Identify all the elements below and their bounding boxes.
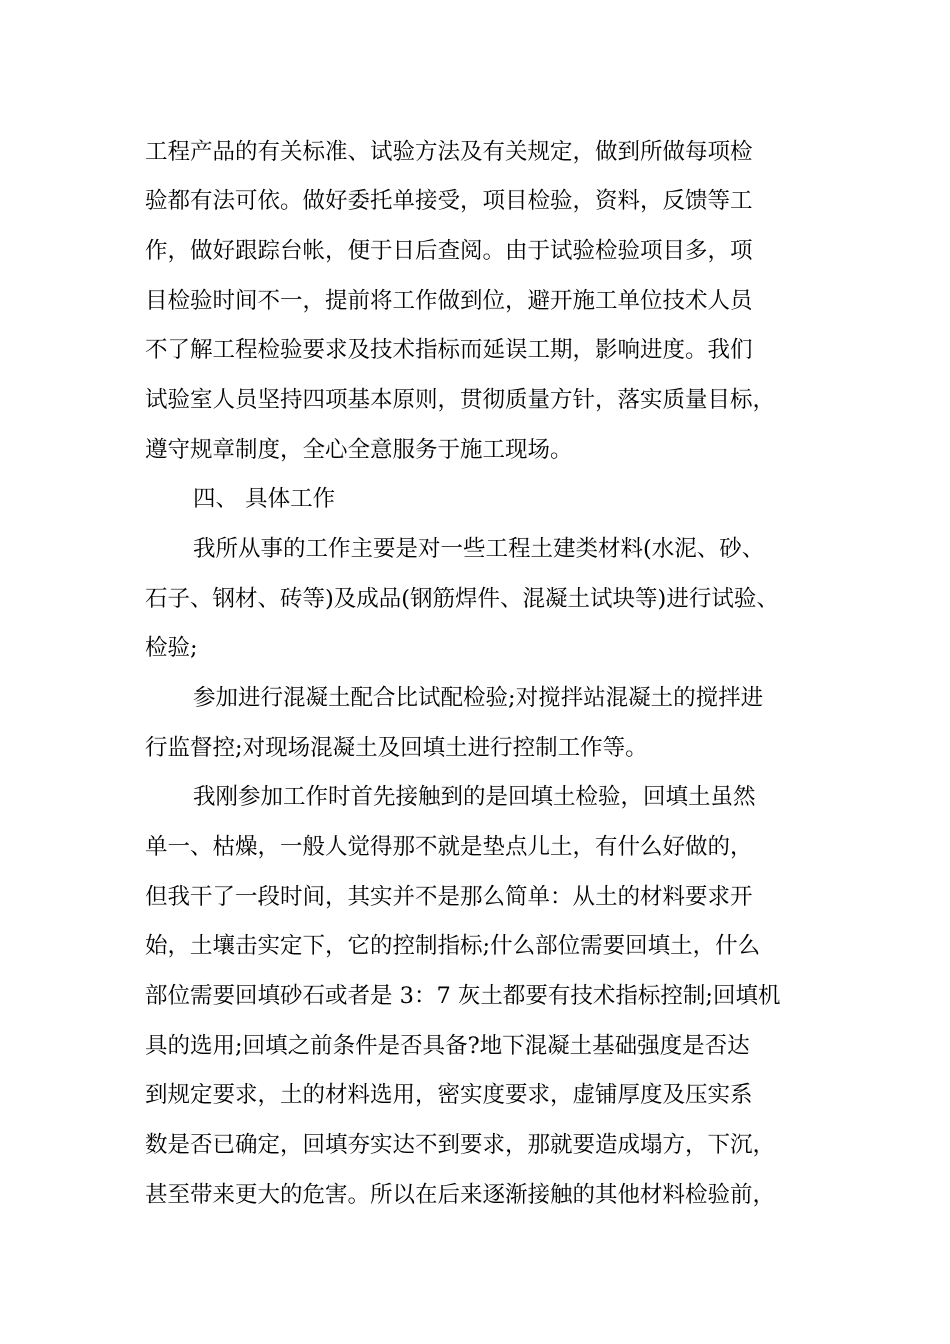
text-line: 工程产品的有关标准、试验方法及有关规定，做到所做每项检 — [145, 139, 753, 165]
section-heading: 四、 具体工作 — [193, 486, 336, 512]
text-line: 遵守规章制度，全心全意服务于施工现场。 — [145, 437, 573, 463]
text-line: 部位需要回填砂石或者是 3：7 灰土都要有技术指标控制;回填机 — [145, 983, 781, 1009]
text-line: 作，做好跟踪台帐，便于日后查阅。由于试验检验项目多，项 — [145, 238, 753, 264]
text-line: 验都有法可依。做好委托单接受，项目检验，资料，反馈等工 — [145, 188, 753, 214]
text-line: 甚至带来更大的危害。所以在后来逐渐接触的其他材料检验前， — [145, 1182, 776, 1208]
text-line: 不了解工程检验要求及技术指标而延误工期，影响进度。我们 — [145, 337, 753, 363]
text-line: 参加进行混凝土配合比试配检验;对搅拌站混凝土的搅拌进 — [193, 685, 764, 711]
text-line: 石子、钢材、砖等)及成品(钢筋焊件、混凝土试块等)进行试验、 — [145, 586, 779, 612]
text-line: 数是否已确定，回填夯实达不到要求，那就要造成塌方，下沉， — [145, 1132, 776, 1158]
text-line: 行监督控;对现场混凝土及回填土进行控制工作等。 — [145, 735, 648, 761]
text-line: 目检验时间不一，提前将工作做到位，避开施工单位技术人员 — [145, 288, 753, 314]
text-line: 我刚参加工作时首先接触到的是回填土检验，回填土虽然 — [193, 784, 756, 810]
text-line: 单一、枯燥，一般人觉得那不就是垫点儿土，有什么好做的， — [145, 834, 753, 860]
text-line: 具的选用;回填之前条件是否具备?地下混凝土基础强度是否达 — [145, 1033, 750, 1059]
text-line: 我所从事的工作主要是对一些工程土建类材料(水泥、砂、 — [193, 536, 765, 562]
text-line: 始，土壤击实定下，它的控制指标;什么部位需要回填土，什么 — [145, 933, 761, 959]
text-line: 试验室人员坚持四项基本原则，贯彻质量方针，落实质量目标， — [145, 387, 776, 413]
text-line: 但我干了一段时间，其实并不是那么简单：从土的材料要求开 — [145, 884, 753, 910]
text-line: 检验; — [145, 635, 198, 661]
text-line: 到规定要求，土的材料选用，密实度要求，虚铺厚度及压实系 — [145, 1082, 753, 1108]
